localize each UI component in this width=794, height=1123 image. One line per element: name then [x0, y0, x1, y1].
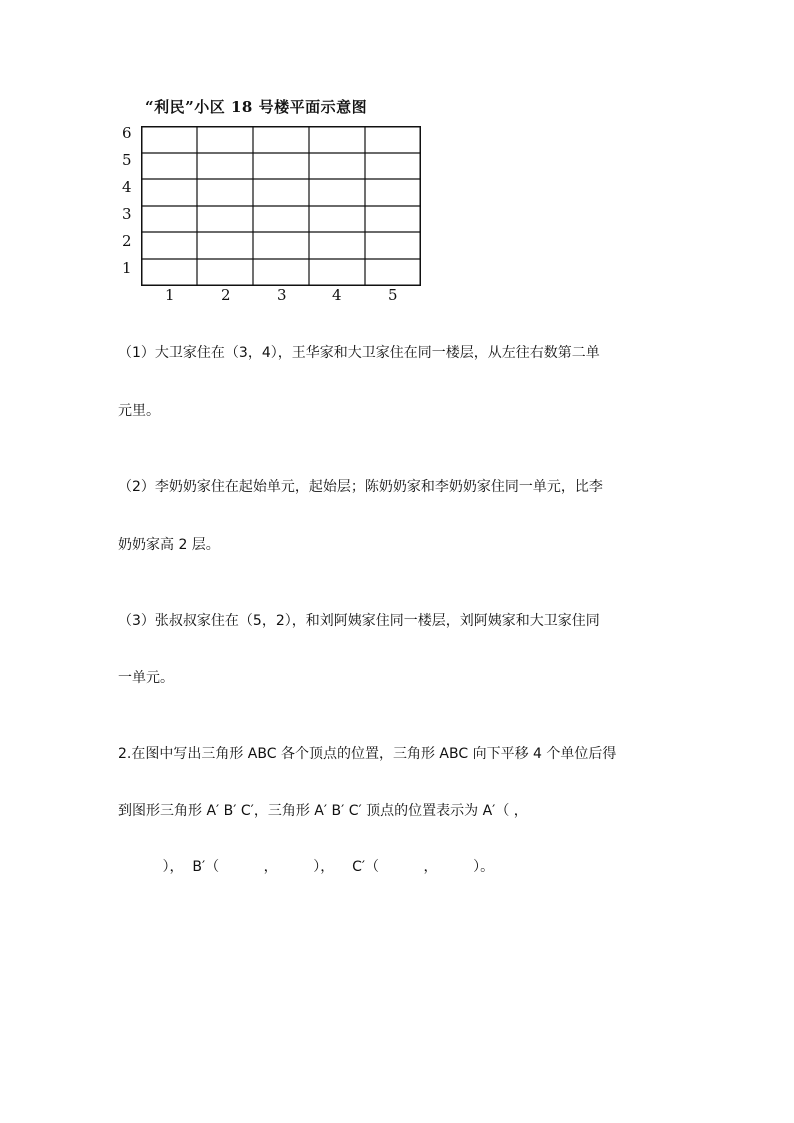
floor-label-1: 1	[122, 259, 132, 277]
floor-label-2: 2	[122, 232, 132, 250]
unit-label-2: 2	[221, 286, 231, 304]
clue-3-line-1: （3）张叔叔家住在（5，2），和刘阿姨家住同一楼层，刘阿姨家和大卫家住同	[118, 613, 600, 629]
clue-3-line-2: 一单元。	[118, 670, 174, 686]
figure-title: “利民”小区 18 号楼平面示意图	[145, 98, 368, 116]
clue-2-line-1: （2）李奶奶家住在起始单元，起始层；陈奶奶家和李奶奶家住同一单元，比李	[118, 479, 603, 495]
floor-label-6: 6	[122, 124, 132, 142]
floor-label-5: 5	[122, 151, 132, 169]
question-2-line-2: 到图形三角形 A′ B′ C′，三角形 A′ B′ C′ 顶点的位置表示为 A′（ ，	[118, 803, 528, 819]
unit-label-3: 3	[277, 286, 287, 304]
clue-1-line-1: （1）大卫家住在（3，4），王华家和大卫家住在同一楼层，从左往右数第二单	[118, 345, 600, 361]
question-2-line-3: ）， B′（ ， ）， C′（ ， ）。	[118, 859, 495, 875]
floor-label-3: 3	[122, 205, 132, 223]
unit-label-1: 1	[165, 286, 175, 304]
unit-label-5: 5	[388, 286, 398, 304]
clue-1-line-2: 元里。	[118, 403, 160, 419]
question-2-line-1: 2.在图中写出三角形 ABC 各个顶点的位置，三角形 ABC 向下平移 4 个单位后得	[118, 746, 617, 762]
clue-2-line-2: 奶奶家高 2 层。	[118, 537, 220, 553]
building-grid	[141, 126, 421, 286]
floor-label-4: 4	[122, 178, 132, 196]
unit-label-4: 4	[332, 286, 342, 304]
